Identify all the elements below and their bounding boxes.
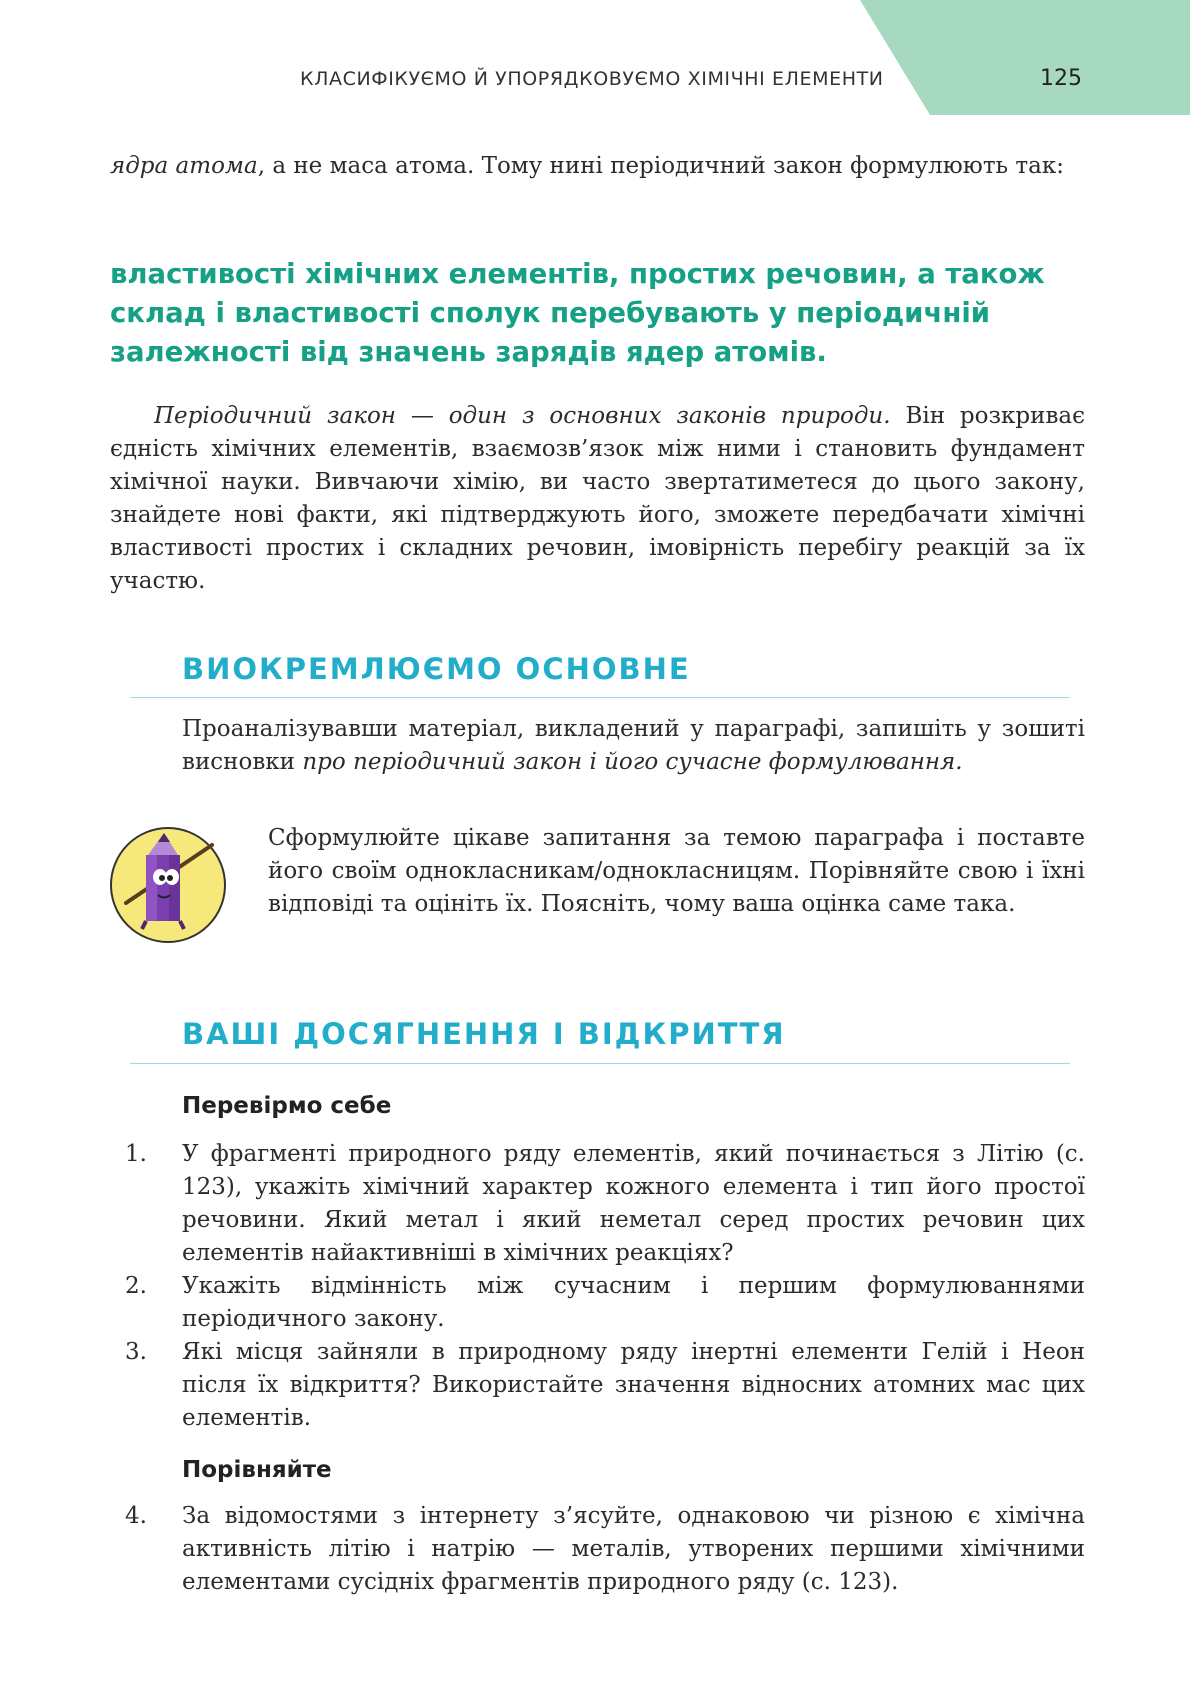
running-head: КЛАСИФІКУЄМО Й УПОРЯДКОВУЄМО ХІМІЧНІ ЕЛЕМЕНТИ <box>300 68 884 90</box>
question-number: 3. <box>125 1339 147 1365</box>
paragraph-rest: Він розкриває єдність хімічних елементів, взаємозв’язок між ними і становить фундамент хімічної науки. Вивчаючи хімію, ви часто звертатиметеся до цього закону, знайдете нові факти, які підтверджують його, зможете передбачати хімічні властивості простих і складних речовин, імовірність перебігу реакцій за їх участю. <box>110 403 1085 594</box>
intro-rest: , а не маса атома. Тому нині періодичний закон формулюють так: <box>257 153 1064 179</box>
section-title-main-points: ВИОКРЕМЛЮЄМО ОСНОВНЕ <box>182 652 691 686</box>
law-paragraph <box>110 400 1085 598</box>
question-text: За відомостями з інтернету з’ясуйте, однаковою чи різною є хімічна активність літію і натрію — металів, утворених першими хімічними елементами сусідніх фрагментів природного ряду (с. 123). <box>182 1503 1085 1595</box>
section1-task-italic: про періодичний закон і його сучасне формулювання. <box>302 749 963 775</box>
page-number: 125 <box>1040 66 1082 91</box>
question-number: 2. <box>125 1273 147 1299</box>
question-number: 1. <box>125 1141 147 1167</box>
subhead-check-yourself: Перевірмо себе <box>182 1093 392 1119</box>
intro-text <box>110 150 1085 183</box>
question-text: Укажіть відмінність між сучасним і першим формулюваннями періодичного закону. <box>182 1273 1085 1332</box>
header-band <box>860 0 1190 115</box>
subhead-compare: Порівняйте <box>182 1457 332 1483</box>
question-text: У фрагменті природного ряду елементів, який починається з Літію (с. 123), укажіть хімічний характер кожного елемента і тип його простої речовини. Який метал і який неметал серед простих речовин цих елементів найактивніші в хімічних реакціях? <box>182 1141 1085 1266</box>
question-text: Які місця зайняли в природному ряду інертні елементи Гелій і Неон після їх відкриття? Використайте значення відносних атомних мас цих елементів. <box>182 1339 1085 1431</box>
section-rule <box>130 1063 1070 1064</box>
section1-task-plain: Проаналізувавши матеріал, викладений у параграфі, запишіть у зошиті висновки <box>182 716 1085 775</box>
pencil-teacher-icon <box>108 825 228 945</box>
mascot-task: Сформулюйте цікаве запитання за темою параграфа і поставте його своїм однокласникам/однокласницям. Порівняйте свою і їхні відповіді та оцініть їх. Поясніть, чому ваша оцінка саме така. <box>268 825 1085 917</box>
paragraph-italic: Періодичний закон — один з основних законів природи. <box>154 403 891 429</box>
intro-italic: ядра атома <box>110 153 258 179</box>
question-number: 4. <box>125 1503 147 1529</box>
section1-task <box>182 713 1085 779</box>
section-title-achievements: ВАШІ ДОСЯГНЕННЯ І ВІДКРИТТЯ <box>182 1017 786 1051</box>
law-statement: властивості хімічних елементів, простих речовин, а також склад і властивості сполук перебувають у періодичній залежності від значень зарядів ядер атомів. <box>110 258 1045 368</box>
section-rule <box>130 697 1070 698</box>
